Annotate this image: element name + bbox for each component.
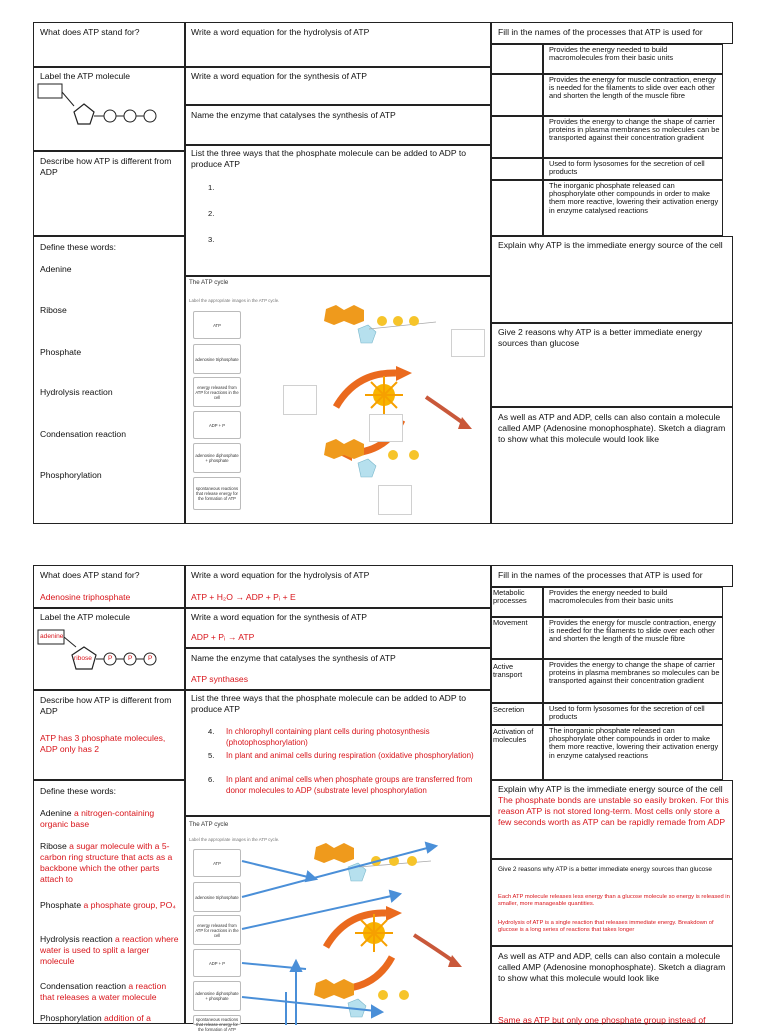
immediate-source-box <box>491 780 733 859</box>
way-answer-6: In plant and animal cells when phosphate groups are transferred from donor molecules to ADP (substrate level phosphorylation <box>226 775 473 795</box>
blank-number-1: 1. <box>208 183 215 192</box>
process-desc-cell-4 <box>543 158 723 180</box>
way-answer-4: In chlorophyll containing plant cells during photosynthesis (photophosphorylation) <box>226 727 430 747</box>
hydrolysis-eq-answer: ATP + H₂O → ADP + Pᵢ + E <box>191 592 296 602</box>
atp-cycle-box <box>185 816 491 1032</box>
label-atp-box <box>33 608 185 690</box>
card-atp[interactable]: ATP <box>193 849 241 877</box>
atp-cycle-diagram <box>186 277 492 525</box>
card-energy-released[interactable]: energy released from ATP for reactions in the cell <box>193 377 241 407</box>
definition-phosphate: Phosphate a phosphate group, PO₄ <box>40 900 176 910</box>
label-ribose: ribose <box>74 655 92 662</box>
two-reasons-question: Give 2 reasons why ATP is a better immediate energy sources than glucose <box>498 866 712 873</box>
process-name-2: Movement <box>493 618 528 627</box>
answer-blank-3[interactable] <box>369 414 403 442</box>
label-phosphate-1: P <box>108 655 113 662</box>
way-number-5: 5. <box>208 751 215 760</box>
define-words-heading: Define these words: <box>40 786 116 796</box>
process-name-4: Secretion <box>493 705 525 714</box>
definition-hydrolysis: Hydrolysis reaction a reaction where water is used to split a larger molecule <box>40 934 179 966</box>
blank-number-3: 3. <box>208 235 215 244</box>
way-answer-5: In plant and animal cells during respiration (oxidative phosphorylation) <box>226 751 474 760</box>
two-reasons-question: Give 2 reasons why ATP is a better immediate energy sources than glucose <box>498 327 703 348</box>
three-ways-question: List the three ways that the phosphate molecule can be added to ADP to produce ATP <box>191 148 467 169</box>
amp-box <box>491 407 733 524</box>
process-desc-cell-2 <box>543 617 723 659</box>
label-phosphate-2: P <box>128 655 133 662</box>
process-name-3: Active transport <box>493 662 523 680</box>
process-desc-cell-5 <box>543 180 723 236</box>
process-desc-5: The inorganic phosphate released can phosphorylate other compounds in order to make them more reactive, lowering their activation energy in enzyme catalysed reactions <box>549 726 719 760</box>
processes-header-box <box>491 22 733 44</box>
define-words-heading: Define these words: <box>40 242 116 252</box>
atp-molecule-labelled <box>34 609 186 691</box>
atp-cycle-title: The ATP cycle <box>189 279 229 286</box>
atp-stand-for-box <box>33 565 185 608</box>
definition-ribose: Ribose a sugar molecule with a 5-carbon ring structure that acts as a backbone which the other parts attach to <box>40 841 173 884</box>
describe-diff-box <box>33 690 185 780</box>
enzyme-answer: ATP synthases <box>191 674 249 684</box>
synthesis-eq-question: Write a word equation for the synthesis of ATP <box>191 612 367 622</box>
way-number-4: 4. <box>208 727 215 736</box>
amp-question: As well as ATP and ADP, cells can also contain a molecule called AMP (Adenosine monophosphate). Sketch a diagram to show what this molecule would look like <box>498 951 726 983</box>
processes-question: Fill in the names of the processes that ATP is used for <box>498 570 703 580</box>
two-reasons-answer-2: Hydrolysis of ATP is a single reaction that releases immediate energy. Breakdown of glucose is a long series of reactions that takes longer <box>498 920 714 934</box>
process-desc-5: The inorganic phosphate released can phosphorylate other compounds in order to make them more reactive, lowering their activation energy in enzyme catalysed reactions <box>549 181 719 215</box>
process-desc-2: Provides the energy for muscle contraction, energy is needed for the filaments to slide over each other and shorten the length of the muscle fibre <box>549 618 716 644</box>
process-desc-1: Provides the energy needed to build macromolecules from their basic units <box>549 588 674 606</box>
two-reasons-box <box>491 323 733 407</box>
term-ribose: Ribose <box>40 305 67 315</box>
process-desc-3: Provides the energy to change the shape of carrier proteins in plasma membranes so molecules can be transported against their concentration gradient <box>549 117 720 143</box>
label-phosphate-3: P <box>148 655 153 662</box>
term-adenine: Adenine <box>40 264 72 274</box>
three-ways-box <box>185 145 491 276</box>
enzyme-question: Name the enzyme that catalyses the synthesis of ATP <box>191 110 396 120</box>
atp-stand-for-question: What does ATP stand for? <box>40 27 140 37</box>
process-desc-3: Provides the energy to change the shape of carrier proteins in plasma membranes so molecules can be transported against their concentration gradient <box>549 660 720 686</box>
process-desc-2: Provides the energy for muscle contraction, energy is needed for the filaments to slide over each other and shorten the length of the muscle fibre <box>549 75 716 101</box>
term-phosphorylation: Phosphorylation <box>40 470 102 480</box>
immediate-source-text: Explain why ATP is the immediate energy source of the cell The phosphate bonds are unstable so easily broken. For this reason ATP is not stored long-term. Most cells only store a few seconds worth as ATP can be rapidly remade from ADP <box>498 784 729 827</box>
atp-cycle-diagram-answered <box>186 817 492 1025</box>
two-reasons-answer-1: Each ATP molecule releases less energy than a glucose molecule so energy is released in smaller, more manageable quantities. <box>498 894 730 908</box>
process-name-1: Metabolic processes <box>493 588 527 606</box>
synthesis-eq-box <box>185 608 491 648</box>
atp-cycle-box <box>185 276 491 524</box>
atp-cycle-instruction: Label the appropriate images in the ATP cycle. <box>189 298 280 303</box>
answer-blank-4[interactable] <box>378 485 412 515</box>
three-ways-question: List the three ways that the phosphate molecule can be added to ADP to produce ATP <box>191 693 467 714</box>
process-desc-1: Provides the energy needed to build macromolecules from their basic units <box>549 45 674 63</box>
process-name-cell-1[interactable] <box>491 44 543 74</box>
answer-worksheet <box>33 565 733 1032</box>
amp-answer: Same as ATP but only one phosphate group instead of <box>498 1015 706 1025</box>
define-words-box <box>33 780 185 1024</box>
process-name-cell-2[interactable] <box>491 74 543 116</box>
term-condensation: Condensation reaction <box>40 429 126 439</box>
process-name-5: Activation of molecules <box>493 727 534 745</box>
process-desc-4: Used to form lysosomes for the secretion of cell products <box>549 704 705 722</box>
enzyme-question: Name the enzyme that catalyses the synthesis of ATP <box>191 653 396 663</box>
definition-phosphorylation: Phosphorylation addition of a <box>40 1013 151 1023</box>
process-desc-cell-4 <box>543 703 723 725</box>
hydrolysis-eq-box <box>185 565 491 608</box>
card-adenosine-triphosphate[interactable]: adenosine triphosphate <box>193 882 241 912</box>
blank-number-2: 2. <box>208 209 215 218</box>
atp-stand-for-box <box>33 22 185 67</box>
define-words-box <box>33 236 185 524</box>
definition-adenine: Adenine a nitrogen-containing organic base <box>40 808 155 829</box>
synthesis-eq-question: Write a word equation for the synthesis of ATP <box>191 71 367 81</box>
immediate-source-question: Explain why ATP is the immediate energy source of the cell <box>498 240 723 250</box>
label-atp-question: Label the ATP molecule <box>40 612 130 622</box>
process-name-cell-5 <box>491 725 543 780</box>
amp-box <box>491 946 733 1024</box>
process-name-cell-3 <box>491 659 543 703</box>
definition-condensation: Condensation reaction a reaction that releases a water molecule <box>40 981 167 1002</box>
describe-diff-question: Describe how ATP is different from ADP <box>40 156 172 177</box>
process-desc-cell-1 <box>543 587 723 617</box>
answer-blank-2[interactable] <box>283 385 317 415</box>
synthesis-eq-box <box>185 67 491 105</box>
three-ways-box <box>185 690 491 816</box>
atp-stand-for-question: What does ATP stand for? <box>40 570 140 580</box>
card-spontaneous-reactions[interactable]: spontaneous reactions that release energy for the formation of ATP <box>193 477 241 510</box>
process-name-cell-4[interactable] <box>491 158 543 180</box>
card-adenosine-diphosphate[interactable]: adenosine diphosphate + phosphate <box>193 981 241 1011</box>
process-desc-4: Used to form lysosomes for the secretion of cell products <box>549 159 705 177</box>
process-name-cell-2 <box>491 617 543 659</box>
hydrolysis-eq-question: Write a word equation for the hydrolysis of ATP <box>191 27 370 37</box>
synthesis-eq-answer: ADP + Pᵢ → ATP <box>191 632 255 642</box>
term-hydrolysis: Hydrolysis reaction <box>40 387 113 397</box>
card-adenosine-diphosphate[interactable]: adenosine diphosphate + phosphate <box>193 443 241 473</box>
two-reasons-box <box>491 859 733 946</box>
describe-diff-question: Describe how ATP is different from ADP <box>40 695 172 716</box>
atp-molecule-outline <box>34 68 186 152</box>
card-adenosine-triphosphate[interactable]: adenosine triphosphate <box>193 344 241 374</box>
card-energy-released[interactable]: energy released from ATP for reactions in the cell <box>193 915 241 945</box>
immediate-source-box <box>491 236 733 323</box>
processes-header-box <box>491 565 733 587</box>
process-desc-cell-2 <box>543 74 723 116</box>
term-phosphate: Phosphate <box>40 347 82 357</box>
hydrolysis-eq-question: Write a word equation for the hydrolysis of ATP <box>191 570 370 580</box>
processes-question: Fill in the names of the processes that ATP is used for <box>498 27 703 37</box>
label-adenine: adenine <box>40 633 64 640</box>
label-atp-question: Label the ATP molecule <box>40 71 130 81</box>
process-desc-cell-3 <box>543 659 723 703</box>
process-name-cell-5[interactable] <box>491 180 543 236</box>
blank-worksheet <box>33 22 733 524</box>
enzyme-box <box>185 648 491 690</box>
describe-diff-box <box>33 151 185 236</box>
card-spontaneous-reactions[interactable]: spontaneous reactions that release energy for the formation of ATP <box>193 1015 241 1025</box>
describe-diff-answer: ATP has 3 phosphate molecules, ADP only has 2 <box>40 733 166 754</box>
process-name-cell-1 <box>491 587 543 617</box>
atp-cycle-instruction: Label the appropriate images in the ATP cycle. <box>189 837 280 842</box>
process-name-cell-4 <box>491 703 543 725</box>
enzyme-box <box>185 105 491 145</box>
amp-question: As well as ATP and ADP, cells can also contain a molecule called AMP (Adenosine monophosphate). Sketch a diagram to show what this molecule would look like <box>498 412 726 444</box>
answer-blank-1[interactable] <box>451 329 485 357</box>
process-desc-cell-3 <box>543 116 723 158</box>
process-desc-cell-1 <box>543 44 723 74</box>
card-adp-p[interactable]: ADP + P <box>193 949 241 977</box>
process-name-cell-3[interactable] <box>491 116 543 158</box>
atp-stand-for-answer: Adenosine triphosphate <box>40 592 131 602</box>
atp-cycle-title: The ATP cycle <box>189 821 229 828</box>
process-desc-cell-5 <box>543 725 723 780</box>
card-adp-p[interactable]: ADP + P <box>193 411 241 439</box>
label-atp-box <box>33 67 185 151</box>
hydrolysis-eq-box <box>185 22 491 67</box>
way-number-6: 6. <box>208 775 215 784</box>
card-atp[interactable]: ATP <box>193 311 241 339</box>
